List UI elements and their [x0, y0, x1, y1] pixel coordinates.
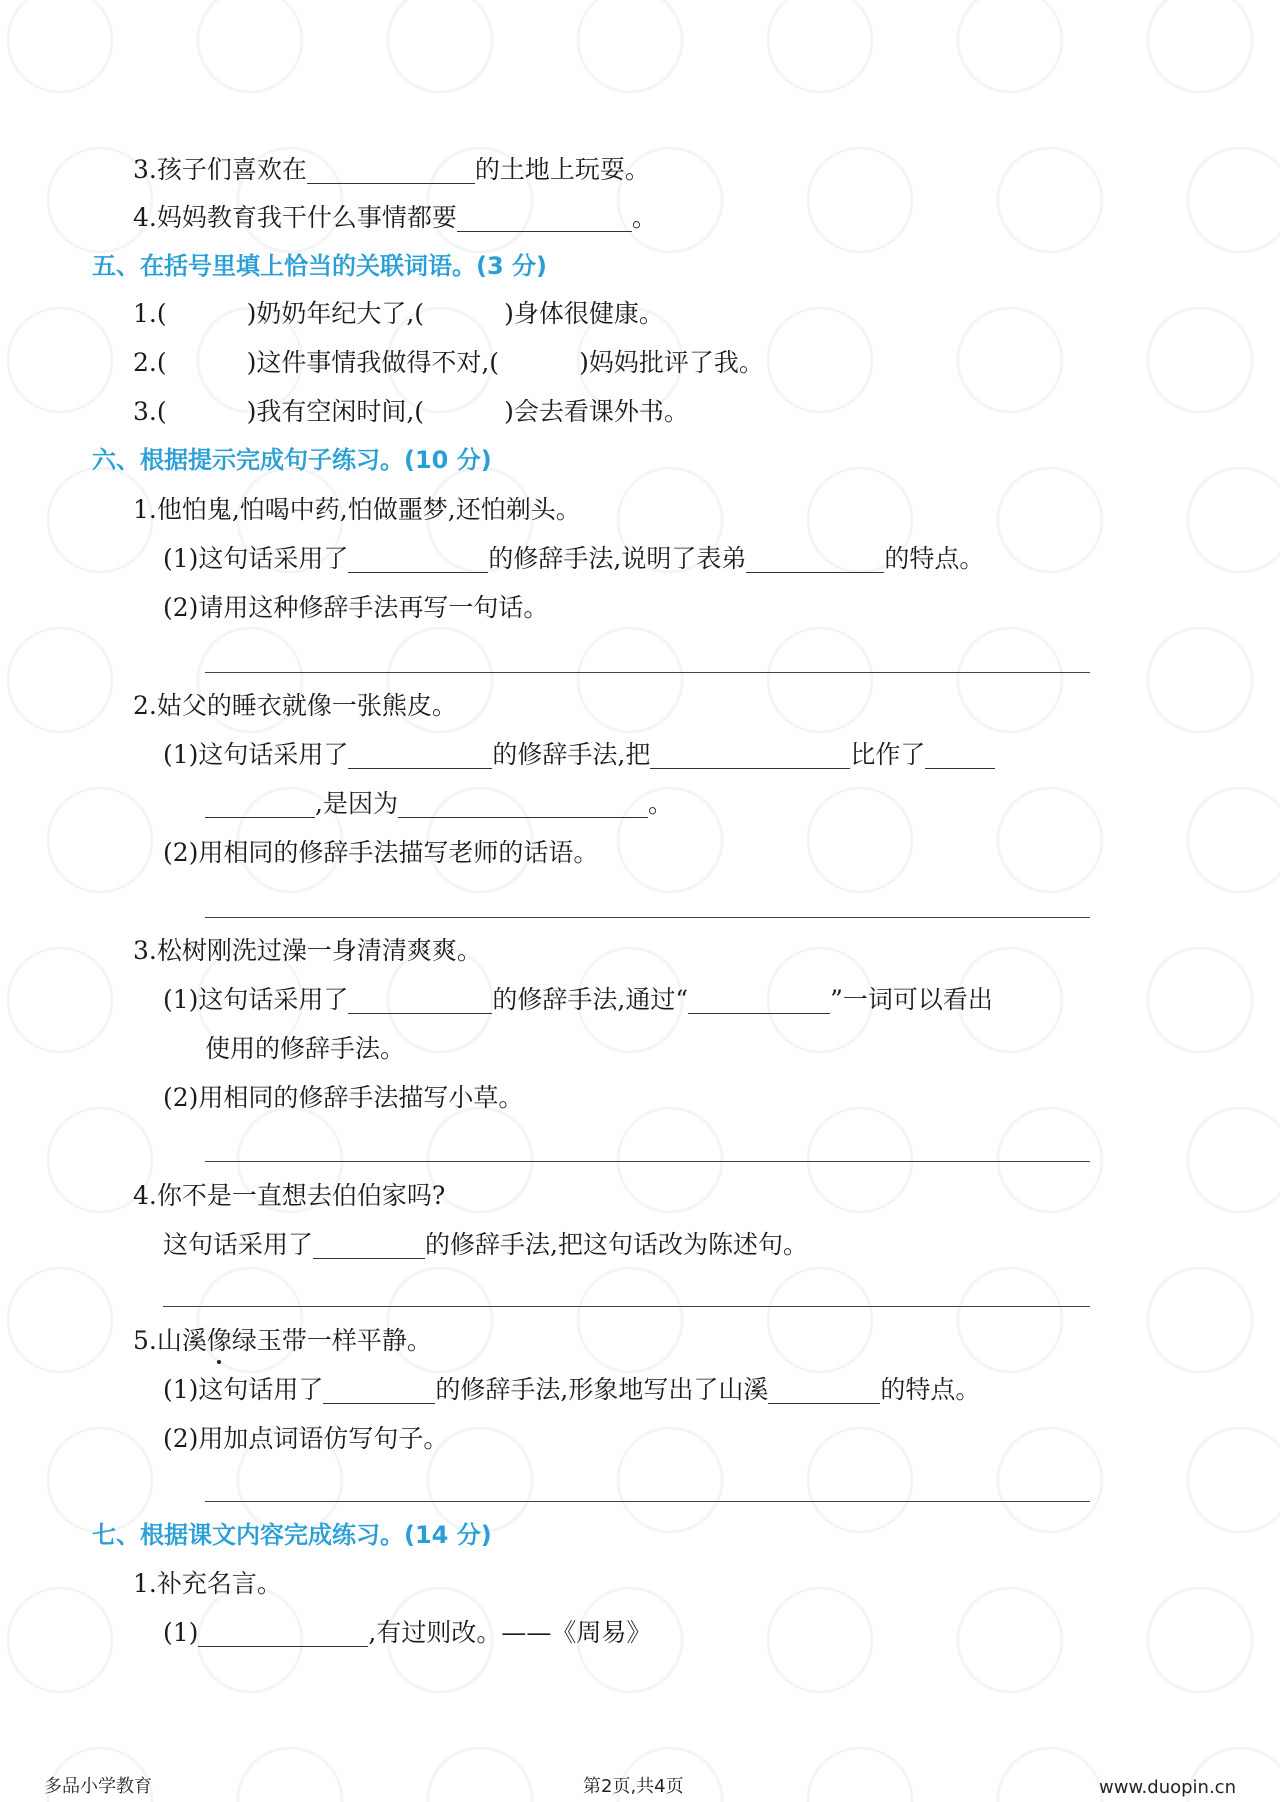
watermark-stamp: [978, 768, 1123, 913]
watermark-stamp: [0, 1568, 132, 1713]
item-text: )我有空闲时间,(: [246, 397, 425, 426]
line-text: 3.孩子们喜欢在: [133, 155, 307, 184]
conj-item-3: [133, 392, 689, 432]
watermark-stamp: [0, 608, 132, 753]
q6-1-stem: 1.他怕鬼,怕喝中药,怕做噩梦,还怕剃头。: [133, 495, 581, 524]
answer-blank[interactable]: [348, 983, 492, 1014]
answer-line[interactable]: [205, 1161, 1090, 1162]
item-num: 1.(: [133, 299, 167, 328]
conj-item-1: [133, 294, 664, 334]
watermark-stamp: [178, 608, 323, 753]
sub-text: 比作了: [850, 740, 926, 769]
section-5-title: 五、在括号里填上恰当的关联词语。(3 分): [92, 252, 547, 280]
watermark-stamp: [788, 1088, 933, 1233]
fill-line-3: [133, 150, 650, 190]
answer-blank[interactable]: [688, 983, 830, 1014]
watermark-stamp: [558, 608, 703, 753]
sub-text: 的修辞手法,把这句话改为陈述句。: [425, 1230, 808, 1259]
item-text: )妈妈批评了我。: [579, 348, 764, 377]
answer-blank[interactable]: [313, 1228, 425, 1259]
watermark-stamp: [788, 1728, 933, 1802]
item-text: )会去看课外书。: [504, 397, 689, 426]
sub-text: ,是因为: [315, 789, 398, 818]
watermark-stamp: [1128, 1248, 1273, 1393]
watermark-stamp: [1128, 928, 1273, 1073]
item-text: )奶奶年纪大了,(: [246, 299, 425, 328]
sub-text: (1)这句话用了: [163, 1375, 324, 1404]
sub-text: (1)这句话采用了: [163, 544, 349, 573]
watermark-stamp: [178, 0, 323, 112]
answer-blank[interactable]: [205, 787, 315, 818]
watermark-stamp: [218, 1728, 363, 1802]
sub-text: 的修辞手法,说明了表弟: [488, 544, 747, 573]
q6-4-stem: 4.你不是一直想去伯伯家吗?: [133, 1181, 446, 1210]
sub-text: 。: [647, 789, 673, 818]
answer-blank[interactable]: [198, 1616, 368, 1647]
answer-line[interactable]: [205, 672, 1090, 673]
q7-1-sub1: [163, 1613, 651, 1653]
sub-text: 的特点。: [884, 544, 985, 573]
q6-2-stem: 2.姑父的睡衣就像一张熊皮。: [133, 691, 457, 720]
watermark-stamp: [0, 288, 132, 433]
watermark-stamp: [788, 768, 933, 913]
watermark-stamp: [1168, 128, 1280, 273]
watermark-stamp: [1168, 1088, 1280, 1233]
answer-blank[interactable]: [348, 738, 492, 769]
q6-5-sub2: (2)用加点词语仿写句子。: [163, 1424, 449, 1453]
sub-text: 的特点。: [880, 1375, 981, 1404]
answer-blank[interactable]: [925, 738, 995, 769]
line-text: 的土地上玩耍。: [474, 155, 650, 184]
watermark-stamp: [788, 1408, 933, 1553]
watermark-stamp: [748, 1568, 893, 1713]
sub-text: 的修辞手法,把: [492, 740, 651, 769]
q6-3-sub1-cont: 使用的修辞手法。: [205, 1034, 406, 1063]
answer-blank[interactable]: [650, 738, 850, 769]
watermark-stamp: [368, 608, 513, 753]
watermark-stamp: [598, 1408, 743, 1553]
answer-blank[interactable]: [307, 153, 475, 184]
section-6-title: 六、根据提示完成句子练习。(10 分): [92, 446, 492, 474]
q6-3-sub1: [163, 980, 993, 1020]
answer-blank[interactable]: [398, 787, 648, 818]
watermark-stamp: [978, 448, 1123, 593]
sub-text: (1)这句话采用了: [163, 740, 349, 769]
answer-blank[interactable]: [348, 542, 488, 573]
watermark-stamp: [748, 0, 893, 112]
q6-5-sub1: [163, 1370, 980, 1410]
item-text: )身体很健康。: [504, 299, 664, 328]
item-num: 3.(: [133, 397, 167, 426]
q6-3-stem: 3.松树刚洗过澡一身清清爽爽。: [133, 936, 482, 965]
watermark-stamp: [558, 0, 703, 112]
sub-text: 这句话采用了: [163, 1230, 314, 1259]
answer-blank[interactable]: [323, 1373, 435, 1404]
sub-text: (1): [163, 1618, 199, 1647]
answer-line[interactable]: [205, 917, 1090, 918]
line-text: 4.妈妈教育我干什么事情都要: [133, 203, 457, 232]
watermark-stamp: [1168, 768, 1280, 913]
watermark-stamp: [408, 1728, 553, 1802]
item-text: )这件事情我做得不对,(: [246, 348, 500, 377]
fill-line-4: [133, 198, 657, 238]
watermark-stamp: [1168, 1408, 1280, 1553]
stem-text: 5.山溪: [133, 1326, 207, 1355]
q6-4-sub: [163, 1225, 808, 1265]
watermark-stamp: [938, 1568, 1083, 1713]
line-text: 。: [631, 203, 657, 232]
item-num: 2.(: [133, 348, 167, 377]
footer-page-number: 第2页,共4页: [583, 1776, 684, 1797]
watermark-stamp: [1168, 448, 1280, 593]
q6-3-sub2: (2)用相同的修辞手法描写小草。: [163, 1083, 524, 1112]
q6-1-sub2: (2)请用这种修辞手法再写一句话。: [163, 593, 549, 622]
answer-blank[interactable]: [457, 201, 632, 232]
watermark-stamp: [1128, 288, 1273, 433]
watermark-stamp: [978, 1408, 1123, 1553]
sub-text: ,有过则改。——《周易》: [368, 1618, 652, 1647]
q6-2-sub1-cont: [205, 784, 673, 824]
conj-item-2: [133, 343, 764, 383]
stem-text: 绿玉带一样平静。: [231, 1326, 432, 1355]
section-7-title: 七、根据课文内容完成练习。(14 分): [92, 1521, 492, 1549]
watermark-stamp: [938, 608, 1083, 753]
watermark-stamp: [0, 928, 132, 1073]
watermark-stamp: [1128, 1568, 1273, 1713]
sub-text: ”一词可以看出: [830, 985, 993, 1014]
footer-left: 多品小学教育: [44, 1776, 152, 1797]
q6-2-sub1: [163, 735, 995, 775]
watermark-stamp: [0, 1248, 132, 1393]
watermark-stamp: [978, 1088, 1123, 1233]
q6-2-sub2: (2)用相同的修辞手法描写老师的话语。: [163, 838, 599, 867]
watermark-stamp: [1128, 608, 1273, 753]
sub-text: 的修辞手法,形象地写出了山溪: [435, 1375, 769, 1404]
dotted-word: 像: [206, 1326, 232, 1355]
footer-url[interactable]: www.duopin.cn: [1099, 1777, 1236, 1798]
watermark-stamp: [598, 1088, 743, 1233]
watermark-stamp: [1128, 0, 1273, 112]
q6-1-sub1: [163, 539, 984, 579]
q6-5-stem: [133, 1321, 432, 1361]
answer-blank[interactable]: [746, 542, 884, 573]
watermark-stamp: [748, 608, 893, 753]
answer-blank[interactable]: [768, 1373, 880, 1404]
watermark-stamp: [368, 0, 513, 112]
sub-text: (1)这句话采用了: [163, 985, 349, 1014]
answer-line[interactable]: [205, 1501, 1090, 1502]
watermark-stamp: [0, 0, 132, 112]
q7-1-stem: 1.补充名言。: [133, 1569, 282, 1598]
answer-line[interactable]: [163, 1306, 1090, 1307]
sub-text: 的修辞手法,通过“: [492, 985, 689, 1014]
watermark-stamp: [938, 288, 1083, 433]
watermark-stamp: [28, 768, 173, 913]
watermark-stamp: [788, 128, 933, 273]
watermark-stamp: [938, 0, 1083, 112]
watermark-stamp: [978, 128, 1123, 273]
watermark-stamp: [748, 288, 893, 433]
